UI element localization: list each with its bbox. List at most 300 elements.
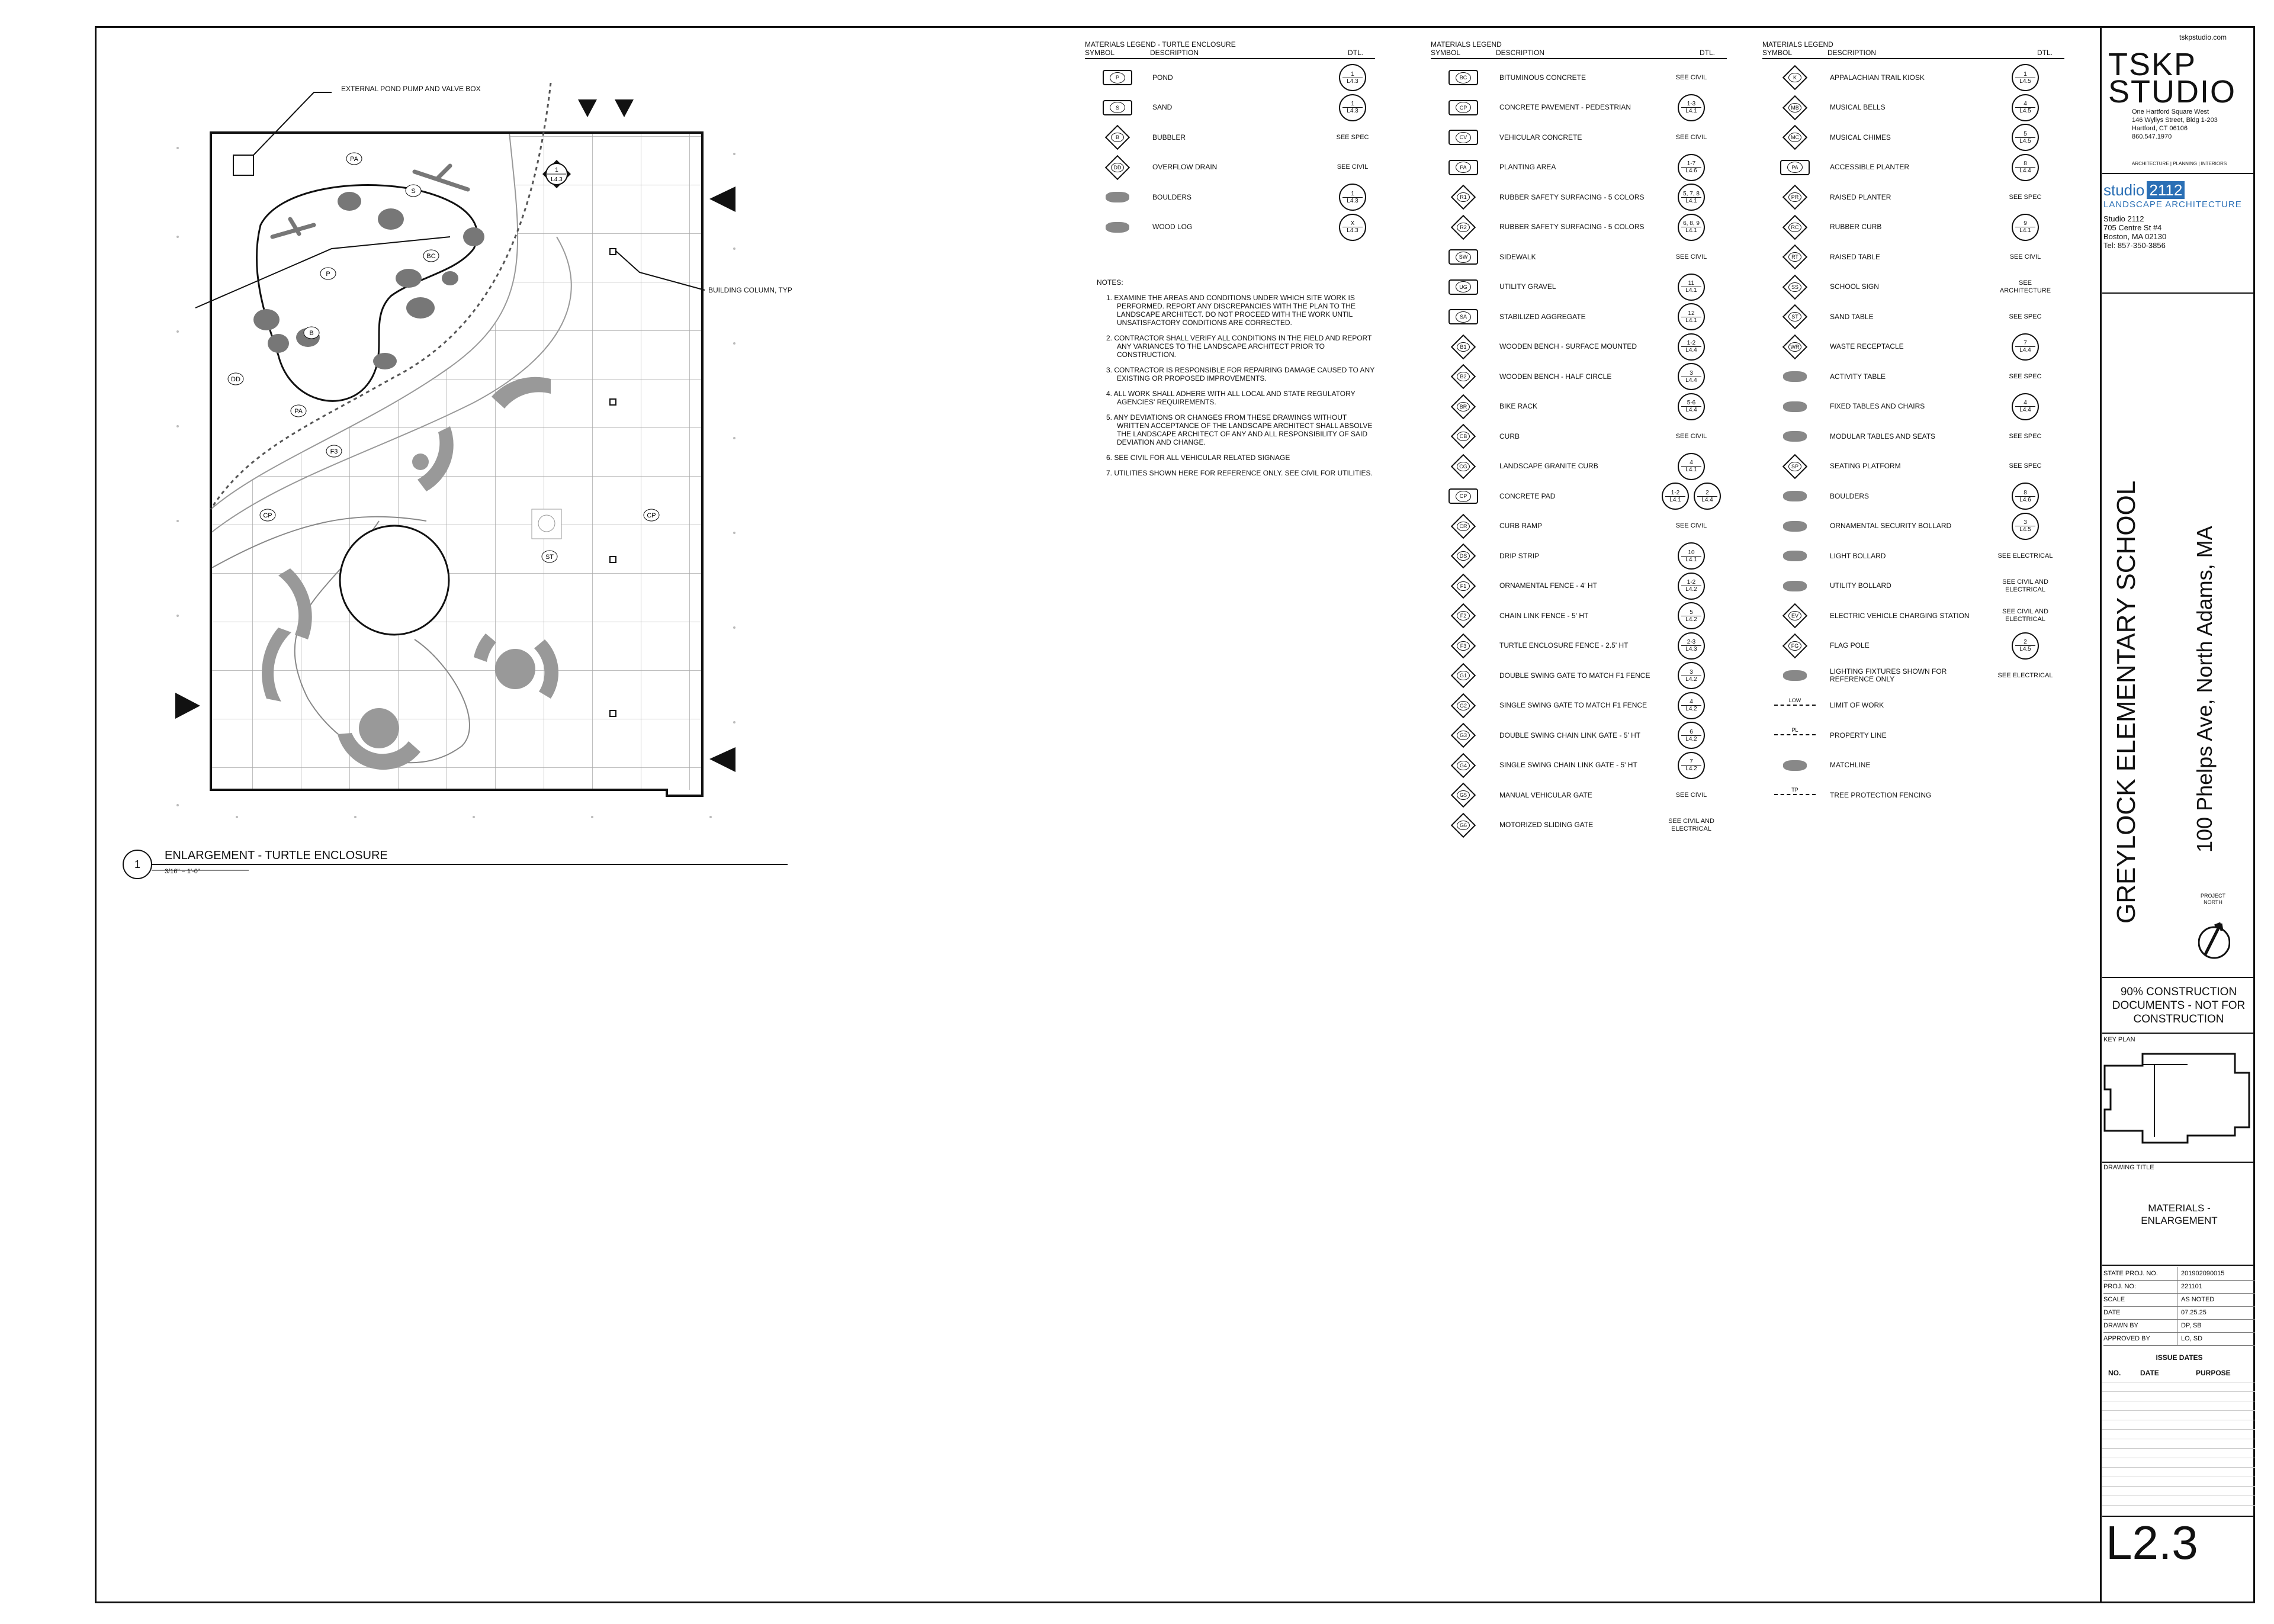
detail-note: SEE CIVIL — [1675, 432, 1707, 440]
detail-callout-icon: 6, 8, 9 L4.1 — [1678, 214, 1705, 241]
legend-symbol — [1762, 661, 1827, 690]
plan-callout-pump: EXTERNAL POND PUMP AND VALVE BOX — [341, 85, 481, 93]
legend-row — [1431, 362, 1727, 391]
detail-callout-icon: 5, 7, 8 L4.1 — [1678, 184, 1705, 211]
legend-detail — [1990, 93, 2061, 123]
legend-graphic-icon — [1783, 431, 1807, 442]
legend-description: UTILITY BOLLARD — [1830, 581, 1891, 590]
detail-note: SEE SPEC — [2009, 372, 2042, 380]
legend-row — [1085, 123, 1375, 152]
legend-symbol — [1762, 481, 1827, 511]
detail-note: SEE SPEC — [2009, 432, 2042, 440]
legend-detail — [1990, 302, 2061, 332]
legend-detail — [1990, 691, 2061, 721]
legend-right: MATERIALS LEGEND SYMBOL DESCRIPTION DTL. K APPALACHIAN TRAIL KIOSK 1 L4.5 MB MUSICAL BELLS 4 L4.5 MC MUSICAL CHIMES 5 L4.5 PA ACCESSIBLE PLANTER 8 L4.4 PR RAISED PLANTER SEE SPEC RC RUBBER CURB 9 L4.1 RT RAISED TABLE SEE CIVIL SS SCHOOL SIGN SEE ARCHITECTURE ST SAND TABLE SEE SPEC WR WASTE RECEPTACLE 7 L4.4 ACTIVITY TABLE SEE SPEC FIXED TABLES AND CHAIRS 4 L4.4 MODULAR TABLES AND SEATS SEE SPEC SP SEATING PLATFORM SEE SPEC BOULDERS 8 L4.6 ORNAMENTAL SECURITY BOLLARD 3 L4.5 LIGHT BOLLARD SEE ELECTRICAL UTILITY BOLLARD SEE CIVIL AND ELECTRICAL EV ELECTRIC VEHICLE CHARGING STATION SEE CIVIL AND ELECTRICAL FG FLAG POLE 2 L4.5 LIGHTING FIXTURES SHOWN FOR REFERENCE ONLY SEE ELECTRICAL LOW LIMIT OF WORK PL PROPERTY LINE MATCHLINE TP TREE PROTECTION FENCING — [1762, 40, 2064, 59]
legend-box-icon: BC — [1448, 70, 1478, 85]
legend-row — [1762, 123, 2064, 152]
legend-detail — [1990, 780, 2061, 810]
legend-symbol — [1762, 272, 1827, 302]
legend-row — [1431, 571, 1727, 601]
svg-text:F3: F3 — [330, 448, 338, 455]
legend-diamond-icon: G3 — [1451, 723, 1476, 748]
legend-detail — [1990, 452, 2061, 481]
note-item: 1. EXAMINE THE AREAS AND CONDITIONS UNDER WHICH SITE WORK IS PERFORMED. REPORT ANY DISCREPANCIES WITH THE PLAN TO THE LANDSCAPE ARCHITECT. DO NOT PROCEED WITH THE WORK UNTIL UNSATISFACTORY CONDITIONS ARE CORRECTED. — [1106, 294, 1356, 327]
legend-row — [1431, 272, 1727, 302]
legend-symbol — [1762, 332, 1827, 362]
legend-description: WOODEN BENCH - SURFACE MOUNTED — [1499, 342, 1637, 350]
info-value: 221101 — [2177, 1280, 2202, 1293]
legend-detail — [1656, 153, 1727, 182]
legend-box-icon: CP — [1448, 488, 1478, 504]
legend-detail — [1656, 213, 1727, 242]
detail-callout-icon: 2 L4.4 — [1694, 483, 1721, 510]
legend-row — [1762, 571, 2064, 601]
legend-detail — [1656, 182, 1727, 212]
issue-row-line — [2102, 1486, 2255, 1487]
legend-diamond-icon: G5 — [1451, 783, 1476, 808]
detail-callout-icon: 12 L4.1 — [1678, 303, 1705, 330]
legend-diamond-icon: RC — [1782, 214, 1807, 239]
legend-box-icon: SW — [1448, 249, 1478, 265]
legend-row — [1431, 811, 1727, 840]
issue-dates-cols: NO. DATE PURPOSE — [2108, 1369, 2231, 1377]
legend-description: RAISED TABLE — [1830, 252, 1880, 261]
legend-description: RUBBER SAFETY SURFACING - 5 COLORS — [1499, 223, 1645, 231]
legend-row — [1762, 182, 2064, 212]
svg-text:CP: CP — [647, 512, 656, 519]
legend-detail — [1990, 601, 2061, 631]
detail-callout-icon: 1-3 L4.1 — [1678, 94, 1705, 121]
legend-diamond-icon: CG — [1451, 454, 1476, 478]
legend-description: DOUBLE SWING GATE TO MATCH F1 FENCE — [1499, 671, 1650, 680]
svg-text:P: P — [326, 271, 330, 278]
legend-row — [1762, 362, 2064, 391]
legend-symbol — [1085, 213, 1150, 242]
legend-row — [1431, 780, 1727, 810]
svg-text:CP: CP — [263, 512, 272, 519]
detail-note: SEE CIVIL — [1675, 253, 1707, 261]
legend-diamond-icon: WR — [1782, 334, 1807, 359]
legend-row — [1431, 422, 1727, 451]
info-label: SCALE — [2103, 1296, 2125, 1303]
legend-main: MATERIALS LEGEND SYMBOL DESCRIPTION DTL. BC BITUMINOUS CONCRETE SEE CIVIL CP CONCRETE PAVEMENT - PEDESTRIAN 1-3 L4.1 CV VEHICULAR CONCRETE SEE CIVIL PA PLANTING AREA 1-7 L4.6 R1 RUBBER SAFETY SURFACING - 5 COLORS 5, 7, 8 L4.1 R2 RUBBER SAFETY SURFACING - 5 COLORS 6, 8, 9 L4.1 SW SIDEWALK SEE CIVIL UG UTILITY GRAVEL 11 L4.1 SA STABILIZED AGGREGATE 12 L4.1 B1 WOODEN BENCH - SURFACE MOUNTED 1-2 L4.4 B2 WOODEN BENCH - HALF CIRCLE 3 L4.4 BR BIKE RACK 5-6 L4.4 CB CURB SEE CIVIL CG LANDSCAPE GRANITE CURB 4 L4.1 CP CONCRETE PAD 1-2 L4.1 2 L4.4 CR CURB RAMP SEE CIVIL DS DRIP STRIP 10 L4.1 F1 ORNAMENTAL FENCE - 4' HT 1-2 L4.2 F2 CHAIN LINK FENCE - 5' HT 5 L4.2 F3 TURTLE ENCLOSURE FENCE - 2.5' HT 2-3 L4.3 G1 DOUBLE SWING GATE TO MATCH F1 FENCE 3 L4.2 G2 SINGLE SWING GATE TO MATCH F1 FENCE 4 L4.2 G3 DOUBLE SWING CHAIN LINK GATE - 5' HT 6 L4.2 G4 SINGLE SWING CHAIN LINK GATE - 5' HT 7 L4.2 G5 MANUAL VEHICULAR GATE SEE CIVIL G6 MOTORIZED SLIDING GATE SEE CIVIL AND ELECTRICAL — [1431, 40, 1727, 59]
legend-description: CHAIN LINK FENCE - 5' HT — [1499, 611, 1589, 620]
legend-symbol — [1762, 631, 1827, 661]
legend-detail — [1656, 811, 1727, 840]
legend-row — [1085, 153, 1375, 182]
issue-row-line — [2102, 1429, 2255, 1430]
legend-row — [1762, 631, 2064, 661]
legend-symbol — [1762, 512, 1827, 541]
legend-detail — [1656, 691, 1727, 721]
svg-text:PA: PA — [294, 408, 303, 415]
key-plan — [2101, 1048, 2255, 1166]
legend-detail — [1317, 63, 1388, 92]
detail-callout-icon: 11 L4.1 — [1678, 274, 1705, 301]
legend-row — [1431, 242, 1727, 272]
key-plan-label: KEY PLAN — [2103, 1036, 2135, 1043]
legend-detail — [1656, 93, 1727, 123]
legend-graphic-icon — [1783, 491, 1807, 501]
legend-symbol — [1431, 691, 1496, 721]
legend-diamond-icon: DD — [1105, 155, 1130, 179]
legend-diamond-icon: RT — [1782, 245, 1807, 269]
svg-text:L4.3: L4.3 — [551, 176, 563, 183]
legend-description: DRIP STRIP — [1499, 551, 1540, 560]
detail-callout-icon: 10 L4.1 — [1678, 542, 1705, 570]
legend-box-icon: PA — [1448, 160, 1478, 175]
legend-row — [1431, 661, 1727, 690]
detail-note: SEE CIVIL AND ELECTRICAL — [1668, 817, 1714, 832]
plan-number: 1 — [134, 858, 140, 870]
legend-description: BUBBLER — [1152, 133, 1186, 142]
detail-note: SEE CIVIL — [1675, 791, 1707, 799]
legend-title: MATERIALS LEGEND — [1431, 40, 1502, 49]
north-label: PROJECT NORTH — [2200, 893, 2225, 905]
svg-text:S: S — [411, 188, 416, 195]
detail-callout-icon: X L4.3 — [1339, 214, 1366, 241]
title-block-info-row — [2103, 1293, 2255, 1307]
legend-diamond-icon: SP — [1782, 454, 1807, 478]
legend-symbol — [1762, 392, 1827, 422]
legend-diamond-icon: CB — [1451, 424, 1476, 449]
legend-detail — [1656, 332, 1727, 362]
legend-detail — [1990, 123, 2061, 152]
legend-diamond-icon: G4 — [1451, 752, 1476, 777]
legend-row — [1762, 452, 2064, 481]
legend-symbol — [1431, 242, 1496, 272]
legend-detail — [1990, 272, 2061, 302]
legend-symbol — [1762, 213, 1827, 242]
detail-callout-icon: 1-7 L4.6 — [1678, 154, 1705, 181]
legend-description: SINGLE SWING CHAIN LINK GATE - 5' HT — [1499, 761, 1637, 769]
detail-note: SEE CIVIL AND ELECTRICAL — [2002, 578, 2048, 593]
legend-symbol — [1431, 721, 1496, 750]
note-item: 6. SEE CIVIL FOR ALL VEHICULAR RELATED SIGNAGE — [1106, 454, 1290, 462]
legend-detail — [1990, 213, 2061, 242]
legend-description: ELECTRIC VEHICLE CHARGING STATION — [1830, 611, 1970, 620]
detail-note: SEE CIVIL — [1675, 522, 1707, 529]
legend-detail — [1656, 601, 1727, 631]
legend-graphic-icon — [1783, 670, 1807, 681]
website: tskpstudio.com — [2179, 33, 2227, 41]
legend-graphic-icon — [1783, 521, 1807, 532]
north-arrow-icon — [2198, 912, 2230, 965]
legend-symbol — [1762, 362, 1827, 391]
legend-diamond-icon: F1 — [1451, 573, 1476, 598]
legend-description: WOODEN BENCH - HALF CIRCLE — [1499, 372, 1612, 381]
legend-row — [1085, 182, 1375, 212]
detail-note: SEE CIVIL — [1337, 163, 1369, 171]
legend-detail — [1990, 182, 2061, 212]
legend-symbol — [1431, 541, 1496, 571]
legend-line-icon: LOW — [1774, 705, 1816, 712]
legend-description: CONCRETE PAD — [1499, 491, 1556, 500]
title-block-info-row — [2103, 1319, 2255, 1333]
legend-row — [1431, 541, 1727, 571]
legend-description: PLANTING AREA — [1499, 163, 1556, 171]
svg-text:B: B — [309, 330, 314, 337]
detail-note: SEE CIVIL — [2009, 253, 2041, 261]
legend-row — [1762, 512, 2064, 541]
legend-detail — [1317, 213, 1388, 242]
legend-detail — [1656, 541, 1727, 571]
info-value: AS NOTED — [2177, 1293, 2214, 1306]
legend-description: SEATING PLATFORM — [1830, 462, 1901, 470]
legend-box-icon: CP — [1448, 100, 1478, 115]
issue-row-line — [2102, 1505, 2255, 1506]
legend-diamond-icon: B2 — [1451, 364, 1476, 389]
legend-description: MOTORIZED SLIDING GATE — [1499, 821, 1594, 829]
legend-row — [1762, 541, 2064, 571]
project-name: GREYLOCK ELEMENTARY SCHOOL — [2112, 480, 2141, 924]
legend-row — [1431, 751, 1727, 780]
legend-description: TURTLE ENCLOSURE FENCE - 2.5' HT — [1499, 641, 1629, 649]
legend-row — [1085, 93, 1375, 123]
legend-row — [1085, 213, 1375, 242]
legend-row — [1431, 302, 1727, 332]
detail-callout-icon: 3 L4.2 — [1678, 662, 1705, 689]
legend-description: OVERFLOW DRAIN — [1152, 163, 1218, 171]
legend-row — [1762, 780, 2064, 810]
detail-callout-icon: 1 L4.5 — [2012, 64, 2039, 91]
legend-row — [1431, 721, 1727, 750]
drawing-title: MATERIALS - ENLARGEMENT — [2141, 1202, 2218, 1226]
legend-row — [1431, 392, 1727, 422]
legend-row — [1762, 481, 2064, 511]
legend-detail — [1990, 332, 2061, 362]
legend-row — [1762, 332, 2064, 362]
info-label: DATE — [2103, 1309, 2121, 1316]
legend-detail — [1990, 541, 2061, 571]
legend-description: LIGHT BOLLARD — [1830, 551, 1886, 560]
legend-symbol — [1431, 780, 1496, 810]
legend-row — [1762, 272, 2064, 302]
legend-symbol — [1762, 601, 1827, 631]
legend-symbol — [1762, 751, 1827, 780]
legend-title: MATERIALS LEGEND — [1762, 40, 1833, 49]
legend-diamond-icon: K — [1782, 65, 1807, 90]
legend-symbol — [1085, 182, 1150, 212]
legend-description: LANDSCAPE GRANITE CURB — [1499, 462, 1598, 470]
detail-callout-icon: 4 L4.1 — [1678, 453, 1705, 480]
info-label: STATE PROJ. NO. — [2103, 1270, 2158, 1277]
legend-symbol — [1762, 422, 1827, 451]
legend-diamond-icon: PR — [1782, 185, 1807, 210]
detail-note: SEE SPEC — [2009, 462, 2042, 469]
detail-callout-icon: 4 L4.4 — [2012, 393, 2039, 420]
note-item: 5. ANY DEVIATIONS OR CHANGES FROM THESE DRAWINGS WITHOUT WRITTEN ACCEPTANCE OF THE LANDSCAPE ARCHITECT SHALL ABSOLVE THE LANDSCAPE ARCHITECT OF ANY AND ALL RESPONSIBILITY OF SAID DEVIATION AND CHANGE. — [1106, 413, 1373, 446]
legend-description: ACTIVITY TABLE — [1830, 372, 1886, 381]
legend-title: MATERIALS LEGEND - TURTLE ENCLOSURE — [1085, 40, 1236, 49]
legend-symbol — [1431, 452, 1496, 481]
legend-diamond-icon: SS — [1782, 274, 1807, 299]
detail-note: SEE CIVIL — [1675, 133, 1707, 141]
legend-description: RAISED PLANTER — [1830, 192, 1891, 201]
detail-note: SEE ELECTRICAL — [1997, 671, 2053, 679]
detail-callout-icon: 7 L4.4 — [2012, 333, 2039, 361]
legend-description: UTILITY GRAVEL — [1499, 282, 1556, 291]
legend-graphic-icon — [1106, 192, 1129, 202]
legend-symbol — [1762, 93, 1827, 123]
issue-row-line — [2102, 1410, 2255, 1411]
legend-description: SAND TABLE — [1830, 312, 1874, 321]
svg-text:1: 1 — [555, 167, 558, 173]
legend-diamond-icon: EV — [1782, 603, 1807, 628]
legend-detail — [1990, 242, 2061, 272]
legend-detail — [1990, 481, 2061, 511]
legend-box-icon: SA — [1448, 309, 1478, 324]
legend-row — [1762, 153, 2064, 182]
detail-callout-icon: 8 L4.6 — [2012, 483, 2039, 510]
legend-symbol — [1762, 691, 1827, 721]
legend-detail — [1656, 721, 1727, 750]
legend-symbol — [1762, 780, 1827, 810]
legend-diamond-icon: CR — [1451, 513, 1476, 538]
sheet-number: L2.3 — [2106, 1516, 2198, 1569]
legend-description: ACCESSIBLE PLANTER — [1830, 163, 1910, 171]
legend-row — [1762, 661, 2064, 690]
legend-diamond-icon: R2 — [1451, 214, 1476, 239]
legend-symbol — [1762, 452, 1827, 481]
issue-dates-title: ISSUE DATES — [2156, 1353, 2203, 1362]
legend-description: MODULAR TABLES AND SEATS — [1830, 432, 1936, 440]
legend-detail — [1656, 422, 1727, 451]
issue-row-line — [2102, 1467, 2255, 1468]
legend-row — [1431, 182, 1727, 212]
legend-symbol — [1431, 332, 1496, 362]
legend-detail — [1990, 512, 2061, 541]
detail-callout-icon: 9 L4.1 — [2012, 214, 2039, 241]
legend-row — [1762, 751, 2064, 780]
legend-description: FIXED TABLES AND CHAIRS — [1830, 402, 1925, 410]
title-block-border — [2100, 26, 2102, 1603]
legend-row — [1431, 93, 1727, 123]
legend-diamond-icon: ST — [1782, 304, 1807, 329]
legend-description: BITUMINOUS CONCRETE — [1499, 73, 1586, 82]
legend-symbol — [1762, 123, 1827, 152]
notes-title: NOTES: — [1097, 278, 1123, 287]
detail-note: SEE ARCHITECTURE — [1999, 279, 2051, 294]
legend-description: DOUBLE SWING CHAIN LINK GATE - 5' HT — [1499, 731, 1641, 739]
legend-detail — [1990, 63, 2061, 92]
legend-description: LIGHTING FIXTURES SHOWN FOR REFERENCE ONLY — [1830, 667, 1947, 683]
legend-detail — [1656, 392, 1727, 422]
legend-detail — [1656, 302, 1727, 332]
legend-detail — [1656, 272, 1727, 302]
legend-symbol — [1762, 721, 1827, 750]
legend-detail — [1656, 571, 1727, 601]
legend-diamond-icon: G2 — [1451, 693, 1476, 718]
plan-tag: PA — [350, 156, 358, 163]
legend-row — [1431, 631, 1727, 661]
detail-callout-icon: 1-2 L4.4 — [1678, 333, 1705, 361]
legend-description: STABILIZED AGGREGATE — [1499, 312, 1586, 321]
legend-detail — [1990, 661, 2061, 690]
legend-description: MUSICAL CHIMES — [1830, 133, 1891, 142]
legend-symbol — [1431, 153, 1496, 182]
legend-detail — [1656, 631, 1727, 661]
legend-diamond-icon: DS — [1451, 544, 1476, 568]
title-block-info-row — [2103, 1332, 2255, 1346]
legend-description: BOULDERS — [1152, 192, 1192, 201]
legend-row — [1762, 691, 2064, 721]
legend-row — [1762, 93, 2064, 123]
legend-graphic-icon — [1783, 581, 1807, 591]
legend-row — [1762, 63, 2064, 92]
legend-detail — [1656, 751, 1727, 780]
detail-note: SEE CIVIL AND ELECTRICAL — [2002, 608, 2048, 623]
legend-symbol — [1762, 302, 1827, 332]
consultant-address: Studio 2112 705 Centre St #4 Boston, MA 02130 Tel: 857-350-3856 — [2103, 214, 2167, 250]
info-label: DRAWN BY — [2103, 1322, 2138, 1329]
detail-callout-icon: 5-6 L4.4 — [1678, 393, 1705, 420]
legend-detail — [1317, 93, 1388, 123]
legend-description: CURB RAMP — [1499, 522, 1543, 530]
legend-diamond-icon: B1 — [1451, 334, 1476, 359]
legend-description: RUBBER CURB — [1830, 223, 1882, 231]
legend-description: BIKE RACK — [1499, 402, 1538, 410]
legend-detail — [1990, 392, 2061, 422]
plan-callout-column: BUILDING COLUMN, TYP — [708, 286, 792, 294]
detail-note: SEE SPEC — [2009, 193, 2042, 201]
legend-symbol — [1762, 182, 1827, 212]
legend-symbol — [1431, 93, 1496, 123]
detail-callout-icon: 3 L4.5 — [2012, 513, 2039, 540]
legend-detail — [1990, 631, 2061, 661]
legend-detail — [1656, 452, 1727, 481]
legend-detail — [1656, 481, 1727, 511]
legend-diamond-icon: G6 — [1451, 812, 1476, 837]
legend-detail — [1656, 242, 1727, 272]
legend-description: ORNAMENTAL SECURITY BOLLARD — [1830, 522, 1952, 530]
legend-detail — [1317, 182, 1388, 212]
title-block-info-row — [2103, 1306, 2255, 1320]
legend-description: SINGLE SWING GATE TO MATCH F1 FENCE — [1499, 701, 1647, 709]
legend-symbol — [1431, 362, 1496, 391]
detail-callout-icon: 5 L4.2 — [1678, 602, 1705, 629]
legend-graphic-icon — [1783, 760, 1807, 771]
legend-detail — [1990, 571, 2061, 601]
legend-description: WASTE RECEPTACLE — [1830, 342, 1904, 350]
legend-symbol — [1431, 182, 1496, 212]
detail-callout-icon: 1 L4.3 — [1339, 94, 1366, 121]
legend-description: RUBBER SAFETY SURFACING - 5 COLORS — [1499, 192, 1645, 201]
legend-row — [1431, 213, 1727, 242]
consultant-logo: studio 2112 LANDSCAPE ARCHITECTURE — [2103, 181, 2242, 210]
legend-symbol — [1431, 272, 1496, 302]
legend-description: SIDEWALK — [1499, 252, 1536, 261]
info-value: 07.25.25 — [2177, 1306, 2206, 1319]
legend-diamond-icon: R1 — [1451, 185, 1476, 210]
legend-symbol — [1431, 481, 1496, 511]
legend-description: SAND — [1152, 103, 1173, 111]
drawing-title-label: DRAWING TITLE — [2103, 1164, 2154, 1171]
detail-callout-icon: 1 L4.3 — [1339, 64, 1366, 91]
legend-symbol — [1085, 123, 1150, 152]
firm-name: TSKP STUDIO — [2108, 47, 2237, 110]
info-value: 201902090015 — [2177, 1267, 2224, 1280]
detail-callout-icon: 3 L4.4 — [1678, 363, 1705, 390]
legend-graphic-icon — [1106, 222, 1129, 233]
legend-detail — [1990, 362, 2061, 391]
legend-diamond-icon: MC — [1782, 125, 1807, 150]
note-item: 7. UTILITIES SHOWN HERE FOR REFERENCE ONLY. SEE CIVIL FOR UTILITIES. — [1106, 469, 1373, 477]
legend-row — [1431, 63, 1727, 92]
info-label: PROJ. NO: — [2103, 1283, 2137, 1290]
legend-description: ORNAMENTAL FENCE - 4' HT — [1499, 581, 1597, 590]
legend-diamond-icon: F2 — [1451, 603, 1476, 628]
